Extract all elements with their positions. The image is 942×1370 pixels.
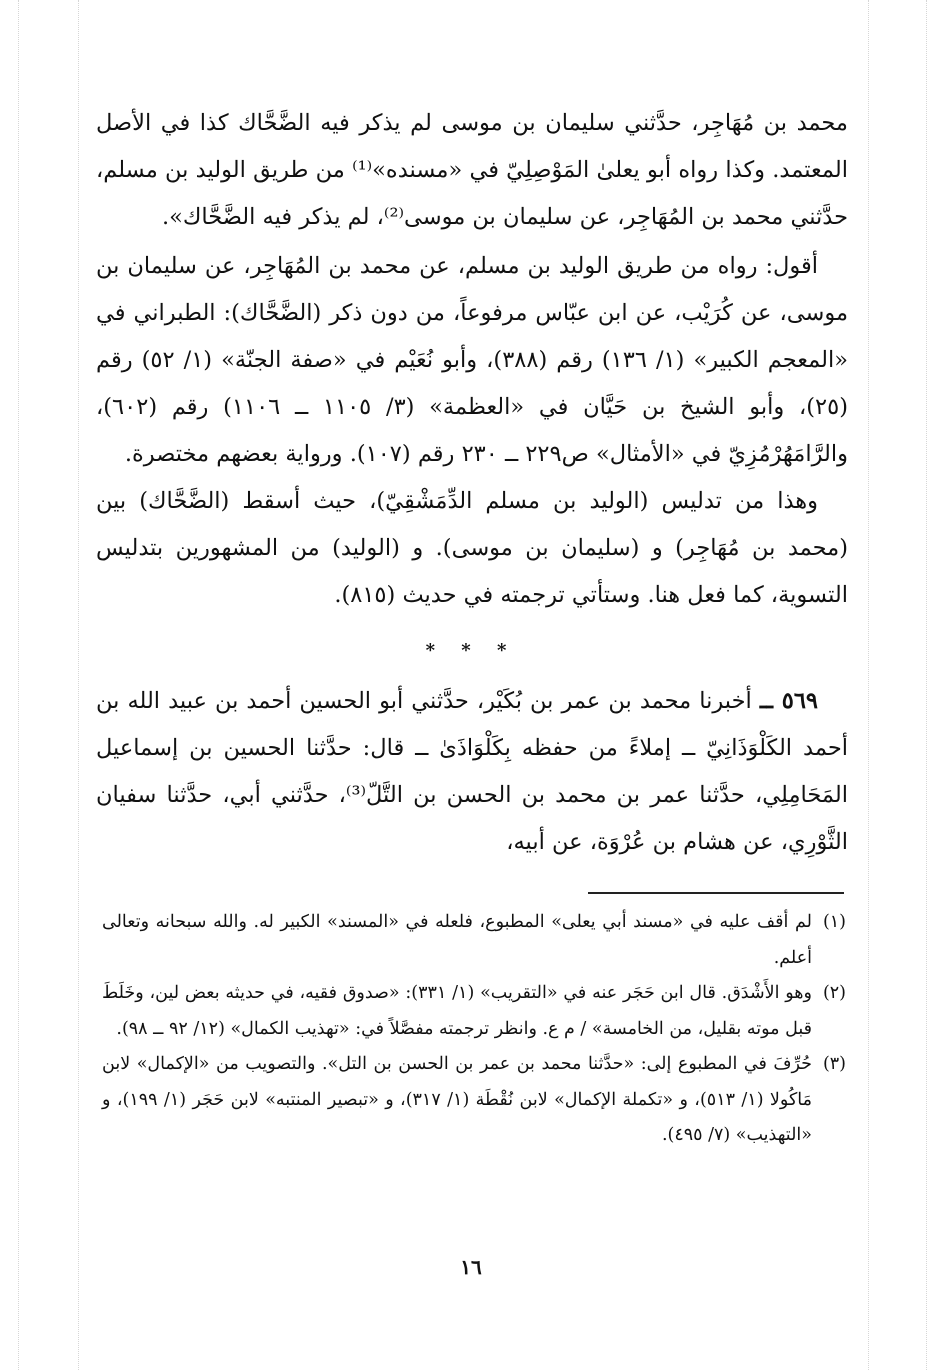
section-separator: * * *: [425, 640, 517, 661]
margin-guide-inner-left: [78, 0, 79, 1370]
footnote-marker: (٣): [822, 1054, 846, 1074]
page-number: ١٦: [460, 1255, 482, 1279]
footnote-1: [102, 905, 846, 976]
hadith-569: [96, 678, 848, 866]
footnote-text: حُرِّفَ في المطبوع إلى: «حدَّثنا محمد بن عمر بن الحسن بن التل». والتصويب من «الإكمال» لابن مَاكُولا (١/ ٥١٣)، و «تكملة الإكمال» لابن نُقْطَة (١/ ٣١٧)، و «تبصير المنتبه» لابن حَجَر (١/ ١٩٩)، و «التهذيب» (٧/ ٤٩٥).: [102, 1054, 812, 1145]
footnote-3: [102, 1047, 846, 1154]
footnotes: [102, 905, 846, 1154]
hadith-text: أخبرنا محمد بن عمر بن بُكَيْر، حدَّثني أبو الحسين أحمد بن عبيد الله بن أحمد الكَلْوَذَانِيّ ــ إملاءً من حفظه بِكَلْوَاذَىٰ ــ قال: حدَّثنا الحسين بن إسماعيل المَحَامِلِي، حدَّثنا عمر بن محمد بن الحسن بن التَّلّ⁽³⁾، حدَّثني أبي، حدَّثنا سفيان الثَّوْرِي، عن هشام بن عُرْوَة، عن أبيه،: [96, 688, 848, 855]
footnote-marker: (٢): [822, 983, 846, 1003]
main-text-top: [96, 100, 848, 619]
footnote-text: لم أقف عليه في «مسند أبي يعلى» المطبوع، فلعله في «المسند» الكبير له. والله سبحانه وتعالى أعلم.: [102, 912, 812, 968]
footnote-separator: [588, 892, 844, 894]
hadith-number: ٥٦٩ ــ: [759, 688, 819, 714]
margin-guide-left: [18, 0, 19, 1370]
paragraph-aqulu: أقول: رواه من طريق الوليد بن مسلم، عن محمد بن المُهَاجِر، عن سليمان بن موسى، عن كُرَيْب، عن ابن عبّاس مرفوعاً، من دون ذكر (الضَّحَّاك): الطبراني في «المعجم الكبير» (١/ ١٣٦) رقم (٣٨٨)، وأبو نُعَيْم في «صفة الجنّة» (١/ ٥٢) رقم (٢٥)، وأبو الشيخ بن حَيَّان في «العظمة» (٣/ ١١٠٥ ــ ١١٠٦) رقم (٦٠٢)، والرَّامَهُرْمُزِيّ في «الأمثال» ص٢٢٩ ــ ٢٣٠ رقم (١٠٧). ورواية بعضهم مختصرة.: [96, 253, 848, 467]
footnote-text: وهو الأَشْدَق. قال ابن حَجَر عنه في «التقريب» (١/ ٣٣١): «صدوق فقيه، في حديثه بعض لين، وخَلَطَ قبل موته بقليل، من الخامسة» / م ع. وانظر ترجمته مفصَّلاً في: «تهذيب الكمال» (١٢/ ٩٢ ــ ٩٨).: [102, 983, 812, 1039]
margin-guide-right: [926, 0, 927, 1370]
paragraph-tadlis: وهذا من تدليس (الوليد بن مسلم الدِّمَشْقِيّ)، حيث أسقط (الضَّحَّاك) بين (محمد بن مُهَاجِر) و (سليمان بن موسى). و (الوليد) من المشهورين بتدليس التسوية، كما فعل هنا. وستأتي ترجمته في حديث (٨١٥).: [96, 488, 848, 608]
footnote-2: [102, 976, 846, 1047]
margin-guide-inner-right: [868, 0, 869, 1370]
paragraph-continuation: محمد بن مُهَاجِر، حدَّثني سليمان بن موسى لم يذكر فيه الضَّحَّاك كذا في الأصل المعتمد. وكذا رواه أبو يعلىٰ المَوْصِلِيّ في «مسنده»⁽¹⁾ من طريق الوليد بن مسلم، حدَّثني محمد بن المُهَاجِر، عن سليمان بن موسى⁽²⁾، لم يذكر فيه الضَّحَّاك».: [96, 110, 848, 230]
footnote-marker: (١): [822, 912, 846, 932]
main-text-hadith: [96, 678, 848, 866]
